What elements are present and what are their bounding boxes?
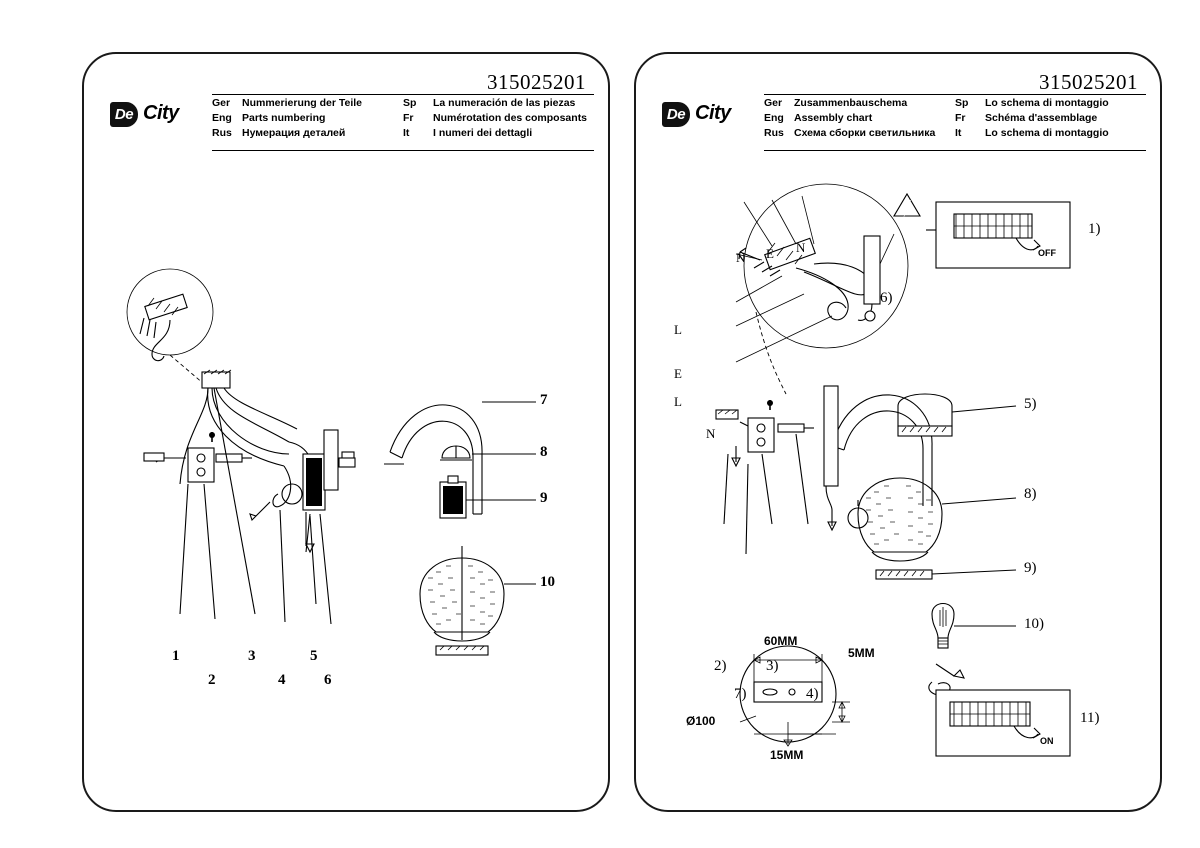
step-7: 7) bbox=[734, 686, 747, 702]
terminal-label-N-1: N bbox=[736, 250, 746, 265]
lang-text: Схема сборки светильника bbox=[794, 127, 936, 139]
callout-9: 9 bbox=[540, 490, 548, 506]
lang-text: I numeri dei dettagli bbox=[433, 127, 533, 139]
dimension-diameter: Ø100 bbox=[686, 714, 716, 728]
lang-code: Sp bbox=[403, 97, 417, 109]
brand-badge: De bbox=[110, 102, 138, 127]
brand-word: City bbox=[143, 102, 179, 124]
lang-code: Rus bbox=[212, 127, 232, 139]
callout-3: 3 bbox=[248, 648, 256, 664]
callout-6: 6 bbox=[324, 672, 332, 688]
lang-text: Numérotation des composants bbox=[433, 112, 588, 124]
lang-code: Sp bbox=[955, 97, 969, 109]
lang-text: Nummerierung der Teile bbox=[242, 97, 363, 109]
terminal-label-N-3: N bbox=[706, 426, 716, 441]
callout-10: 10 bbox=[540, 574, 555, 590]
terminal-label-N-2: N bbox=[796, 240, 806, 255]
brand-badge: De bbox=[662, 102, 690, 127]
terminal-label-L-2: L bbox=[674, 394, 682, 409]
lang-text: Schéma d'assemblage bbox=[985, 112, 1098, 124]
lang-code: Eng bbox=[764, 112, 784, 124]
lang-text: Lo schema di montaggio bbox=[985, 97, 1109, 109]
lang-code: Eng bbox=[212, 112, 232, 124]
lang-code: Fr bbox=[955, 112, 966, 124]
step-8: 8) bbox=[1024, 486, 1037, 502]
lang-text: Нумерация деталей bbox=[242, 127, 346, 139]
lang-text: Parts numbering bbox=[242, 112, 326, 124]
assembly-chart-panel bbox=[634, 52, 1162, 812]
terminal-label-E-1: E bbox=[766, 246, 774, 261]
switch-off-label: OFF bbox=[1038, 248, 1056, 258]
lang-text: La numeración de las piezas bbox=[433, 97, 576, 109]
switch-on-label: ON bbox=[1040, 736, 1054, 746]
callout-5: 5 bbox=[310, 648, 318, 664]
step-2: 2) bbox=[714, 658, 727, 674]
step-10: 10) bbox=[1024, 616, 1044, 632]
dimension-depth: 15MM bbox=[770, 748, 804, 762]
dimension-width: 60MM bbox=[764, 634, 798, 648]
dimension-height: 5MM bbox=[848, 646, 875, 660]
step-3: 3) bbox=[766, 658, 779, 674]
parts-diagram-left bbox=[84, 54, 612, 814]
callout-2: 2 bbox=[208, 672, 216, 688]
lang-code: It bbox=[403, 127, 410, 139]
terminal-label-E-2: E bbox=[674, 366, 682, 381]
step-4: 4) bbox=[806, 686, 819, 702]
lang-text: Zusammenbauschema bbox=[794, 97, 908, 109]
product-code-right: 315025201 bbox=[1039, 70, 1138, 94]
brand-word: City bbox=[695, 102, 731, 124]
step-5: 5) bbox=[1024, 396, 1037, 412]
product-code-left: 315025201 bbox=[487, 70, 586, 94]
lang-code: It bbox=[955, 127, 962, 139]
lang-code: Ger bbox=[764, 97, 783, 109]
callout-1: 1 bbox=[172, 648, 180, 664]
callout-7: 7 bbox=[540, 392, 548, 408]
lang-code: Ger bbox=[212, 97, 231, 109]
step-11: 11) bbox=[1080, 710, 1100, 726]
lang-text: Lo schema di montaggio bbox=[985, 127, 1109, 139]
parts-numbering-panel bbox=[82, 52, 610, 812]
lang-text: Assembly chart bbox=[794, 112, 873, 124]
step-9: 9) bbox=[1024, 560, 1037, 576]
terminal-label-L-1: L bbox=[674, 322, 682, 337]
step-6: 6) bbox=[880, 290, 893, 306]
step-1: 1) bbox=[1088, 221, 1101, 237]
callout-8: 8 bbox=[540, 444, 548, 460]
lang-code: Rus bbox=[764, 127, 784, 139]
lang-code: Fr bbox=[403, 112, 414, 124]
callout-4: 4 bbox=[278, 672, 286, 688]
